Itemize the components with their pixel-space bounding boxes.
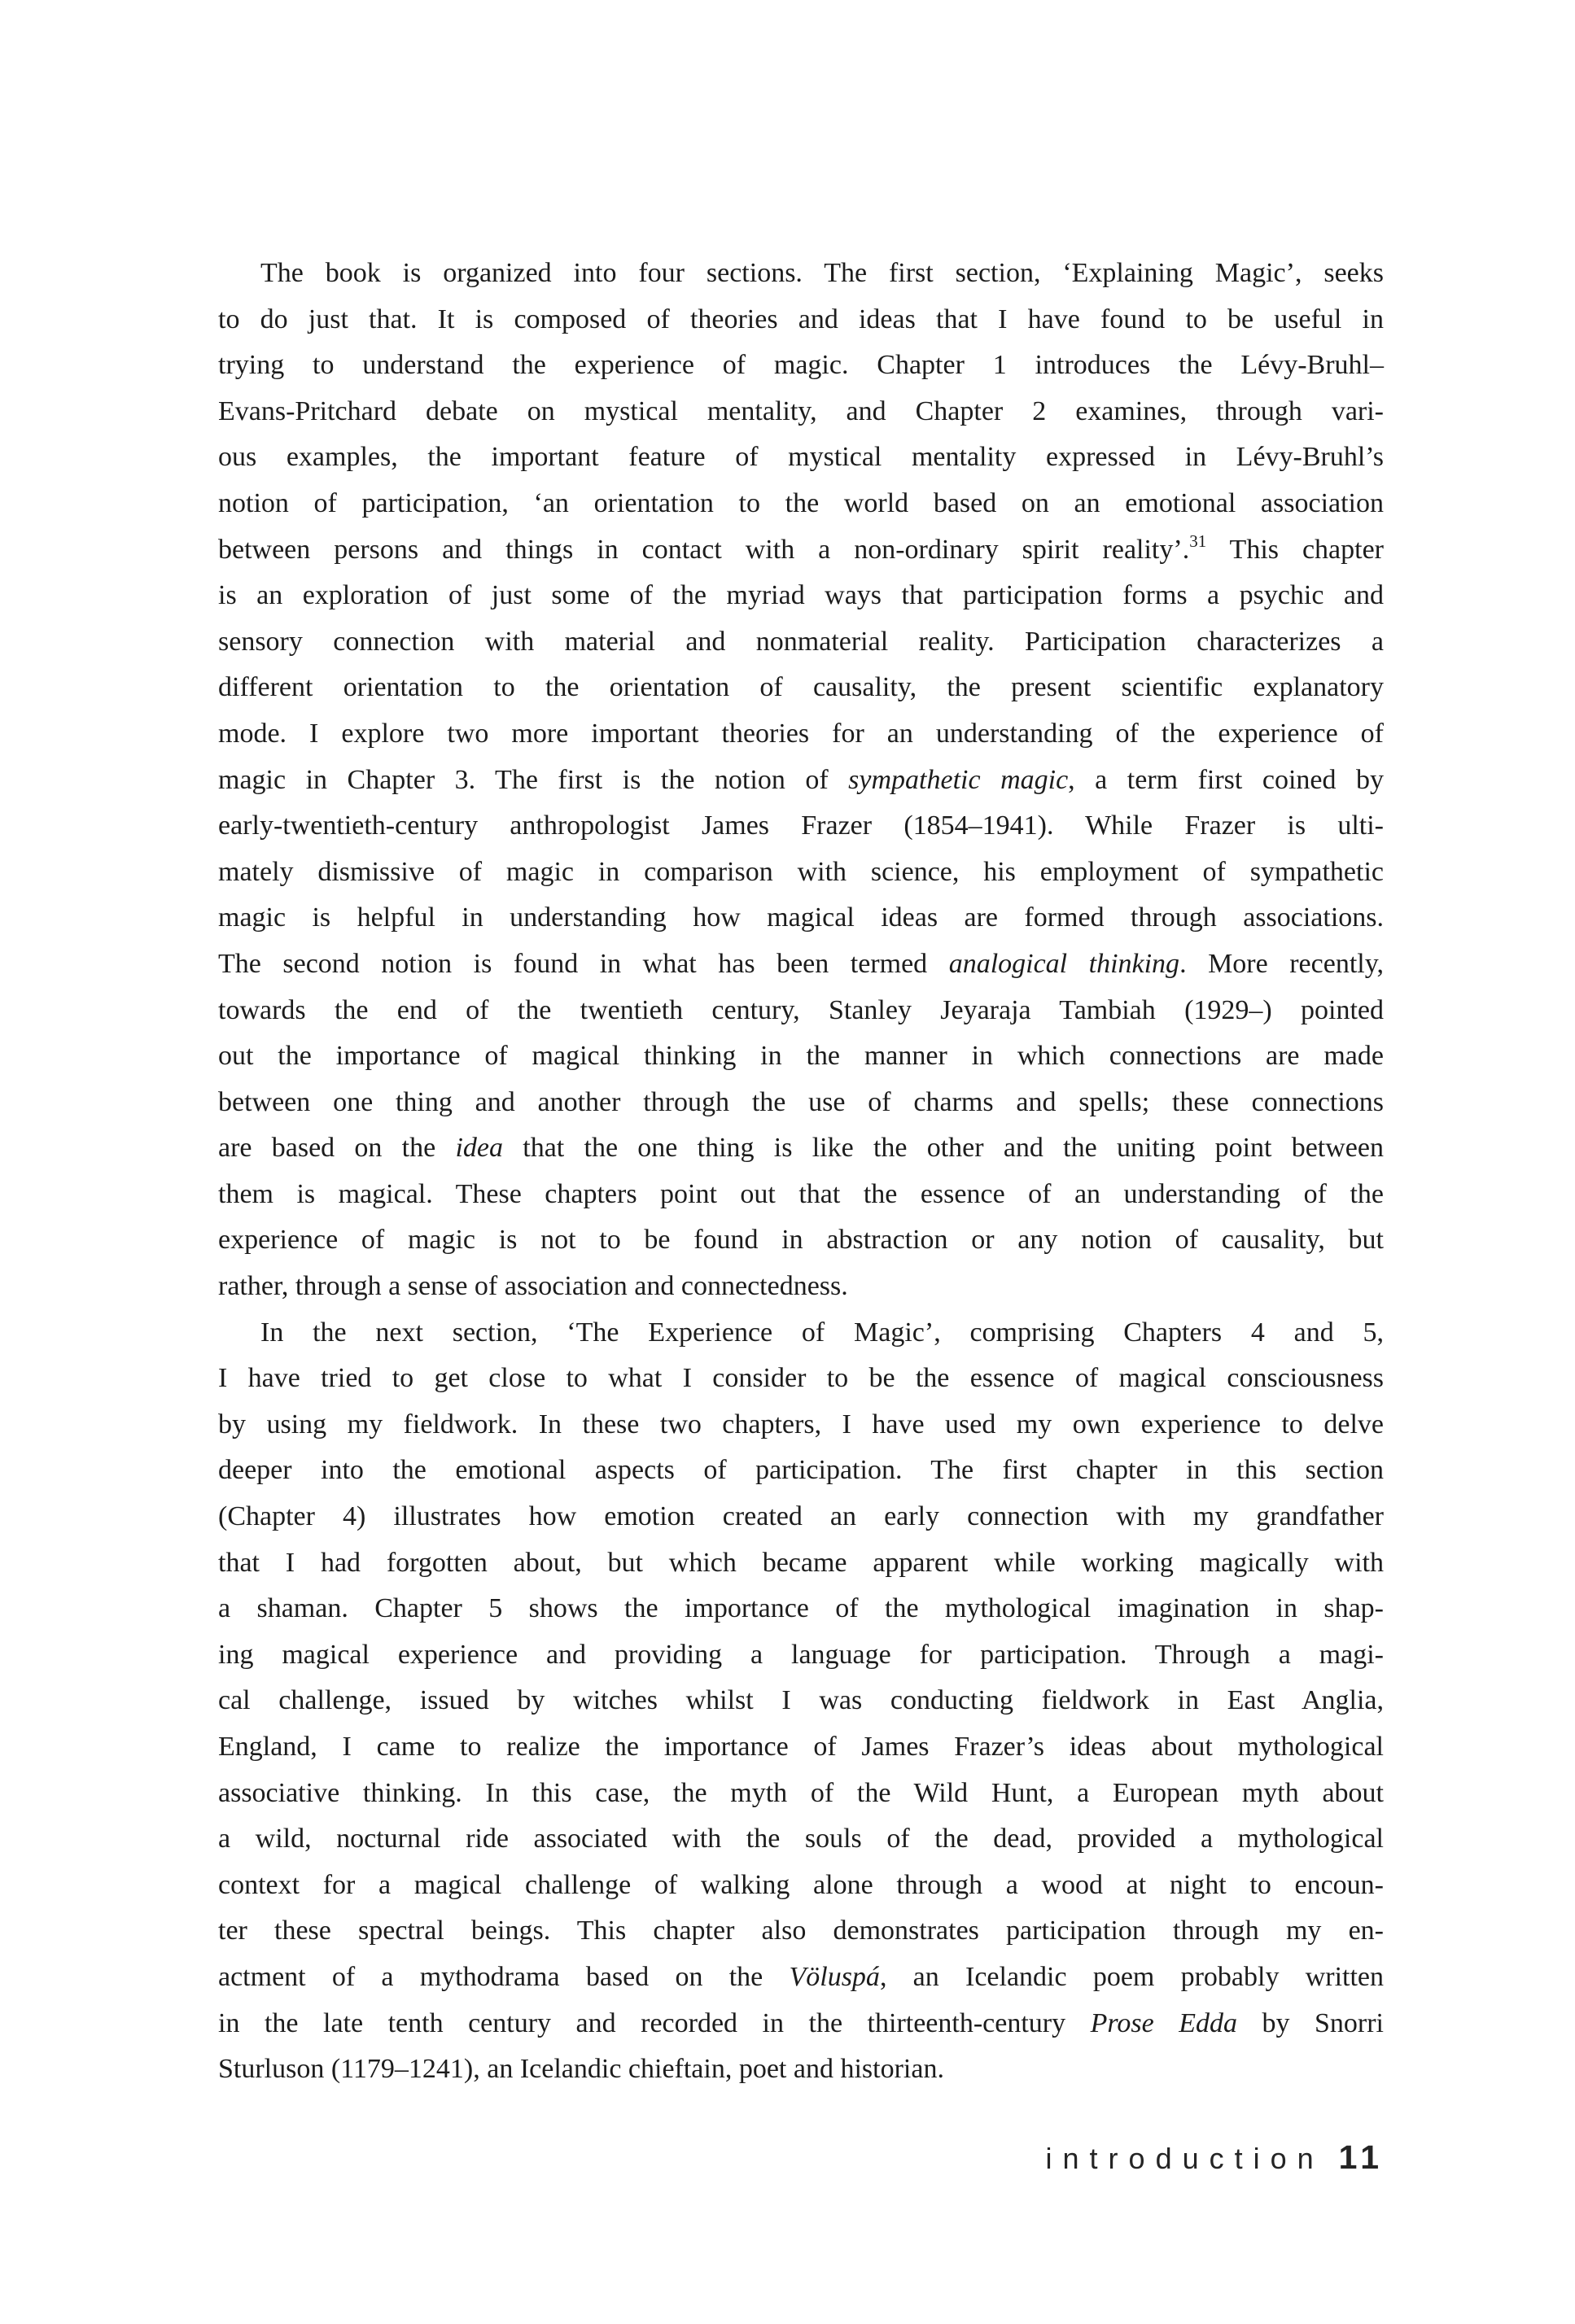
text-run: , a term first coined by xyxy=(1068,764,1384,795)
text-line xyxy=(218,1771,1384,1817)
text-line xyxy=(218,1080,1384,1126)
text-run: Evans-Pritchard debate on mystical mentality, and Chapter 2 examines, through vari- xyxy=(218,395,1384,426)
text-line xyxy=(218,1402,1384,1448)
text-run: in the late tenth century and recorded in the thirteenth-century xyxy=(218,2007,1091,2038)
text-run: between persons and things in contact with a non-ordinary spirit reality’. xyxy=(218,534,1190,565)
text-line xyxy=(218,435,1384,481)
paragraph xyxy=(218,1310,1384,2093)
text-line xyxy=(218,1955,1384,2001)
text-run: England, I came to realize the importance of James Frazer’s ideas about mythological xyxy=(218,1732,1384,1762)
text-run: a wild, nocturnal ride associated with the souls of the dead, provided a mythological xyxy=(218,1824,1384,1854)
text-run: are based on the xyxy=(218,1133,456,1164)
text-run: , an Icelandic poem probably written xyxy=(879,1961,1384,1992)
text-run: notion of participation, ‘an orientation to the world based on an emotional association xyxy=(218,487,1384,518)
text-run: rather, through a sense of association and connectedness. xyxy=(218,1271,848,1302)
paragraph xyxy=(218,251,1384,1310)
text-line xyxy=(218,1632,1384,1679)
text-line xyxy=(218,297,1384,343)
text-run: out the importance of magical thinking in the manner in which connections are made xyxy=(218,1041,1384,1072)
text-run: mately dismissive of magic in comparison with science, his employment of sympathetic xyxy=(218,856,1384,887)
text-run: This chapter xyxy=(1206,534,1385,565)
italic-phrase: analogical thinking xyxy=(948,948,1180,979)
text-line xyxy=(218,1310,1384,1356)
text-run: them is magical. These chapters point out that the essence of an understanding of the xyxy=(218,1178,1384,1209)
text-run: towards the end of the twentieth century, Stanley Jeyaraja Tambiah (1929–) pointed xyxy=(218,994,1384,1025)
text-line xyxy=(218,2047,1384,2093)
text-run: The book is organized into four sections. The first section, ‘Explaining Magic’, seeks xyxy=(260,258,1384,288)
text-line xyxy=(218,619,1384,666)
text-line xyxy=(218,895,1384,941)
text-line xyxy=(218,1678,1384,1724)
footnote-reference: 31 xyxy=(1189,531,1207,551)
text-line xyxy=(218,1356,1384,1402)
text-run: I have tried to get close to what I consider to be the essence of magical consciousness xyxy=(218,1363,1384,1394)
text-run: The second notion is found in what has been termed xyxy=(218,948,949,979)
text-line xyxy=(218,251,1384,297)
text-line xyxy=(218,527,1384,574)
text-run: . More recently, xyxy=(1179,948,1385,979)
text-line xyxy=(218,850,1384,896)
body-text xyxy=(218,251,1384,2093)
text-line xyxy=(218,343,1384,389)
text-run: between one thing and another through the use of charms and spells; these connections xyxy=(218,1086,1384,1117)
text-run: magic is helpful in understanding how magical ideas are formed through associations. xyxy=(218,902,1384,933)
text-run: context for a magical challenge of walking alone through a wood at night to encoun- xyxy=(218,1869,1384,1900)
italic-phrase: idea xyxy=(455,1133,504,1164)
page-number: 11 xyxy=(1338,2138,1384,2176)
text-run: mode. I explore two more important theories for an understanding of the experience of xyxy=(218,718,1384,749)
text-run: ter these spectral beings. This chapter also demonstrates participation through my en- xyxy=(218,1916,1384,1946)
text-run: associative thinking. In this case, the myth of the Wild Hunt, a European myth about xyxy=(218,1777,1384,1808)
text-run: experience of magic is not to be found in abstraction or any notion of causality, but xyxy=(218,1225,1384,1256)
text-run: Sturluson (1179–1241), an Icelandic chieftain, poet and historian. xyxy=(218,2054,944,2085)
text-line xyxy=(218,1172,1384,1218)
text-line xyxy=(218,665,1384,711)
text-run: ous examples, the important feature of mystical mentality expressed in Lévy-Bruhl’s xyxy=(218,442,1384,473)
text-run: a shaman. Chapter 5 shows the importance of the mythological imagination in shap- xyxy=(218,1593,1384,1624)
text-line xyxy=(218,1264,1384,1310)
text-line xyxy=(218,573,1384,619)
text-run: sensory connection with material and nonmaterial reality. Participation characterizes a xyxy=(218,626,1384,657)
page-footer xyxy=(218,2138,1384,2177)
text-run: that the one thing is like the other and the uniting point between xyxy=(503,1133,1384,1164)
text-line xyxy=(218,1217,1384,1264)
text-line xyxy=(218,1586,1384,1632)
text-line xyxy=(218,941,1384,988)
text-run: ing magical experience and providing a language for participation. Through a magi- xyxy=(218,1639,1384,1670)
text-line xyxy=(218,1033,1384,1080)
text-line xyxy=(218,1125,1384,1172)
text-run: (Chapter 4) illustrates how emotion created an early connection with my grandfather xyxy=(218,1501,1384,1532)
text-run: different orientation to the orientation of causality, the present scientific explanatory xyxy=(218,672,1384,703)
text-line xyxy=(218,988,1384,1034)
text-run: actment of a mythodrama based on the xyxy=(218,1961,790,1992)
text-line xyxy=(218,1448,1384,1494)
text-line xyxy=(218,1540,1384,1587)
text-run: early-twentieth-century anthropologist James Frazer (1854–1941). While Frazer is ulti- xyxy=(218,810,1384,841)
text-run: In the next section, ‘The Experience of Magic’, comprising Chapters 4 and 5, xyxy=(260,1317,1384,1348)
text-run: by using my fieldwork. In these two chapters, I have used my own experience to delve xyxy=(218,1409,1384,1439)
text-line xyxy=(218,481,1384,527)
text-line xyxy=(218,1816,1384,1863)
text-line xyxy=(218,1863,1384,1909)
italic-phrase: Prose Edda xyxy=(1090,2007,1237,2038)
text-line xyxy=(218,758,1384,804)
text-line xyxy=(218,1908,1384,1955)
text-line xyxy=(218,1724,1384,1771)
text-run: to do just that. It is composed of theories and ideas that I have found to be useful in xyxy=(218,304,1384,334)
text-run: that I had forgotten about, but which became apparent while working magically with xyxy=(218,1547,1384,1578)
italic-phrase: Völuspá xyxy=(789,1961,880,1992)
text-run: by Snorri xyxy=(1236,2007,1385,2038)
text-run: magic in Chapter 3. The first is the notion of xyxy=(218,764,849,795)
text-run: trying to understand the experience of magic. Chapter 1 introduces the Lévy-Bruhl– xyxy=(218,350,1384,381)
text-line xyxy=(218,1494,1384,1540)
text-line xyxy=(218,2001,1384,2047)
text-line xyxy=(218,803,1384,850)
italic-phrase: sympathetic magic xyxy=(848,764,1069,795)
text-line xyxy=(218,389,1384,435)
text-line xyxy=(218,711,1384,758)
text-run: cal challenge, issued by witches whilst I was conducting fieldwork in East Anglia, xyxy=(218,1685,1384,1716)
running-footer-section: introduction xyxy=(1045,2142,1324,2175)
text-run: is an exploration of just some of the myriad ways that participation forms a psychic and xyxy=(218,580,1384,611)
text-run: deeper into the emotional aspects of participation. The first chapter in this section xyxy=(218,1455,1384,1486)
